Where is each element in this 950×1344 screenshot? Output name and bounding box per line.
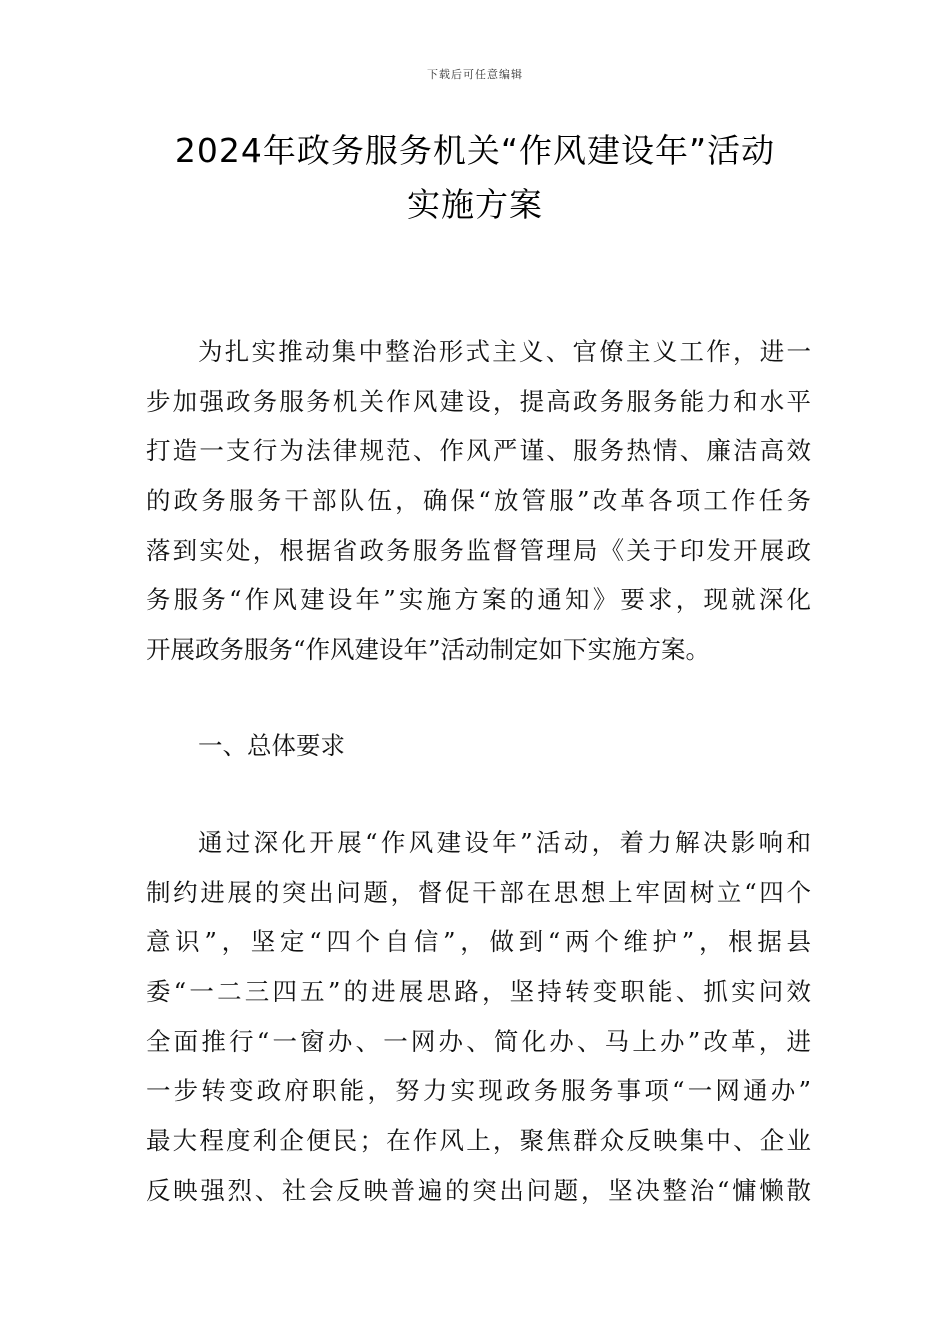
- paragraph-line: 制约进展的突出问题，督促干部在思想上牢固树立“四个: [146, 877, 811, 907]
- paragraph-line: 通过深化开展“作风建设年”活动，着力解决影响和: [198, 828, 811, 857]
- section-heading: [146, 721, 811, 771]
- section-heading-text: 一、总体要求: [198, 731, 345, 760]
- paragraph-line: 意识”，坚定“四个自信”，做到“两个维护”，根据县: [146, 927, 811, 957]
- paragraph-line: 打造一支行为法律规范、作风严谨、服务热情、廉洁高效: [146, 436, 811, 466]
- title-line: 实施方案: [407, 185, 543, 224]
- paragraph-line: 的政务服务干部队伍，确保“放管服”改革各项工作任务: [146, 486, 811, 516]
- requirements-paragraph: [146, 818, 811, 1216]
- document-title: [100, 124, 850, 232]
- paragraph-line: 全面推行“一窗办、一网办、简化办、马上办”改革，进: [146, 1026, 811, 1056]
- paragraph-line: 为扎实推动集中整治形式主义、官僚主义工作，进一: [198, 337, 811, 366]
- paragraph-line: 一步转变政府职能，努力实现政务服务事项“一网通办”: [146, 1076, 811, 1106]
- paragraph-line: 落到实处，根据省政务服务监督管理局《关于印发开展政: [146, 535, 811, 565]
- paragraph-line: 开展政务服务“作风建设年”活动制定如下实施方案。: [146, 635, 711, 665]
- paragraph-line: 务服务“作风建设年”实施方案的通知》要求，现就深化: [146, 585, 811, 615]
- paragraph-line: 反映强烈、社会反映普遍的突出问题，坚决整治“慵懒散: [146, 1175, 811, 1205]
- paragraph-line: 步加强政务服务机关作风建设，提高政务服务能力和水平: [146, 386, 811, 416]
- intro-paragraph: [146, 327, 811, 675]
- page-header-note: 下载后可任意编辑: [427, 68, 523, 81]
- paragraph-line: 最大程度利企便民；在作风上，聚焦群众反映集中、企业: [146, 1126, 811, 1156]
- title-line: 2024年政务服务机关“作风建设年”活动: [174, 131, 776, 170]
- paragraph-line: 委“一二三四五”的进展思路，坚持转变职能、抓实问效: [146, 977, 811, 1007]
